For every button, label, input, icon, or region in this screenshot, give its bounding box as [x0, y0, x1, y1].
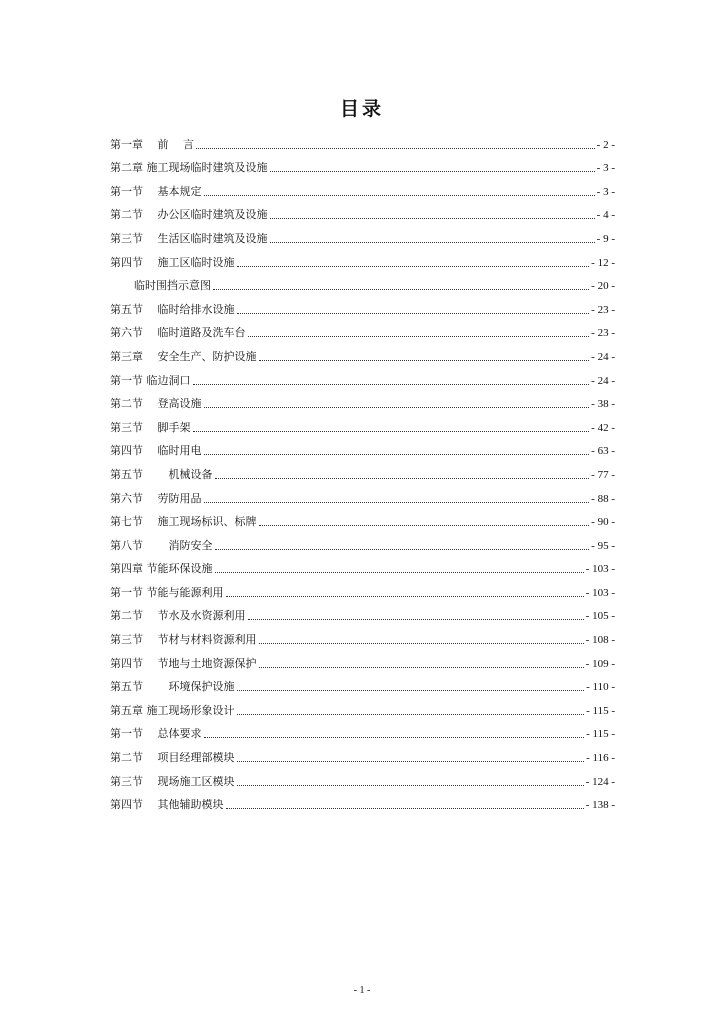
- dot-leader: [196, 148, 595, 149]
- toc-entry-page: - 95 -: [591, 539, 615, 552]
- toc-entry[interactable]: [110, 458, 615, 482]
- page-number: - 1 -: [353, 985, 371, 996]
- toc-entry-label: 第一节 总体要求: [110, 727, 202, 741]
- dot-leader: [248, 336, 590, 337]
- dot-leader: [237, 714, 585, 715]
- toc-entry[interactable]: [110, 175, 615, 199]
- toc-entry-page: - 3 -: [596, 185, 615, 198]
- toc-entry-page: - 24 -: [591, 374, 615, 387]
- toc-entry-label: 第五章 施工现场形象设计: [110, 703, 235, 717]
- toc-entry-page: - 20 -: [591, 280, 615, 293]
- dot-leader: [226, 596, 584, 597]
- dot-leader: [270, 171, 595, 172]
- toc-entry[interactable]: [110, 553, 615, 577]
- toc-entry[interactable]: [110, 529, 615, 553]
- toc-entry-label: 第二节 办公区临时建筑及设施: [110, 208, 268, 222]
- toc-entry[interactable]: [110, 576, 615, 600]
- toc-entry[interactable]: [110, 411, 615, 435]
- page-title: 目录: [339, 98, 384, 120]
- toc-entry-label: 第四章 节能环保设施: [110, 562, 213, 576]
- toc-entry-page: - 110 -: [586, 681, 615, 694]
- toc-entry-label: 第四节 节地与土地资源保护: [110, 656, 257, 670]
- dot-leader: [193, 384, 590, 385]
- toc-entry-page: - 108 -: [585, 634, 615, 647]
- toc-entry[interactable]: [110, 694, 615, 718]
- toc-entry-label: 第六节 劳防用品: [110, 491, 202, 505]
- toc-entry-label: 第一节 节能与能源利用: [110, 585, 224, 599]
- toc-entry-page: - 12 -: [591, 256, 615, 269]
- toc-entry-page: - 23 -: [591, 303, 615, 316]
- toc-entry[interactable]: [110, 671, 615, 695]
- toc-entry-page: - 115 -: [586, 704, 615, 717]
- toc-entry-label: 第五节 环境保护设施: [110, 680, 235, 694]
- dot-leader: [259, 360, 590, 361]
- table-of-contents: [110, 128, 615, 812]
- toc-entry-page: - 42 -: [591, 421, 615, 434]
- toc-entry-label: 第三节 现场施工区模块: [110, 774, 235, 788]
- toc-entry-page: - 103 -: [585, 586, 615, 599]
- toc-entry[interactable]: [110, 482, 615, 506]
- toc-entry-label: 第四节 临时用电: [110, 444, 202, 458]
- toc-entry-label: 第二节 节水及水资源利用: [110, 609, 246, 623]
- dot-leader: [237, 313, 590, 314]
- toc-entry[interactable]: [110, 765, 615, 789]
- dot-leader: [215, 572, 584, 573]
- toc-entry[interactable]: [110, 388, 615, 412]
- toc-entry[interactable]: [110, 647, 615, 671]
- toc-entry-label: 第二节 登高设施: [110, 397, 202, 411]
- dot-leader: [204, 737, 585, 738]
- toc-entry-label: 第四节 施工区临时设施: [110, 255, 235, 269]
- toc-entry-page: - 38 -: [591, 398, 615, 411]
- dot-leader: [237, 266, 590, 267]
- toc-entry-label: 第八节 消防安全: [110, 538, 213, 552]
- toc-entry-page: - 9 -: [596, 232, 615, 245]
- dot-leader: [204, 454, 590, 455]
- toc-entry[interactable]: [110, 741, 615, 765]
- dot-leader: [213, 289, 589, 290]
- toc-entry-page: - 103 -: [585, 563, 615, 576]
- dot-leader: [237, 785, 584, 786]
- toc-entry-label: 第三节 脚手架: [110, 420, 191, 434]
- dot-leader: [248, 619, 584, 620]
- toc-entry-label: 临时围挡示意图: [134, 279, 211, 293]
- toc-entry-label: 第五节 机械设备: [110, 467, 213, 481]
- toc-entry-label: 第二节 项目经理部模块: [110, 751, 235, 765]
- toc-entry-label: 第三节 生活区临时建筑及设施: [110, 231, 268, 245]
- toc-entry-label: 第一节 基本规定: [110, 184, 202, 198]
- toc-entry-page: - 88 -: [591, 492, 615, 505]
- toc-entry-page: - 90 -: [591, 516, 615, 529]
- toc-entry-page: - 23 -: [591, 327, 615, 340]
- toc-entry-page: - 4 -: [596, 209, 615, 222]
- toc-entry-page: - 77 -: [591, 468, 615, 481]
- toc-entry-label: 第五节 临时给排水设施: [110, 302, 235, 316]
- toc-entry-page: - 105 -: [585, 610, 615, 623]
- toc-entry-label: 第四节 其他辅助模块: [110, 798, 224, 812]
- toc-entry[interactable]: [110, 270, 615, 294]
- dot-leader: [270, 242, 595, 243]
- toc-entry[interactable]: [110, 199, 615, 223]
- dot-leader: [204, 407, 590, 408]
- dot-leader: [215, 478, 590, 479]
- toc-entry-label: 第三节 节材与材料资源利用: [110, 633, 257, 647]
- dot-leader: [215, 549, 590, 550]
- toc-entry[interactable]: [110, 152, 615, 176]
- toc-entry-page: - 109 -: [585, 657, 615, 670]
- dot-leader: [226, 808, 584, 809]
- toc-entry[interactable]: [110, 222, 615, 246]
- toc-entry-label: 第一节 临边洞口: [110, 373, 191, 387]
- toc-entry-label: 第七节 施工现场标识、标牌: [110, 515, 257, 529]
- dot-leader: [237, 761, 585, 762]
- toc-entry-page: - 63 -: [591, 445, 615, 458]
- dot-leader: [259, 525, 590, 526]
- toc-entry[interactable]: [110, 789, 615, 813]
- dot-leader: [259, 643, 584, 644]
- toc-entry[interactable]: [110, 293, 615, 317]
- toc-entry[interactable]: [110, 600, 615, 624]
- toc-entry-page: - 138 -: [585, 799, 615, 812]
- toc-entry-page: - 2 -: [596, 138, 615, 151]
- toc-entry[interactable]: [110, 506, 615, 530]
- toc-entry[interactable]: [110, 718, 615, 742]
- toc-entry[interactable]: [110, 317, 615, 341]
- toc-entry[interactable]: [110, 623, 615, 647]
- toc-entry-page: - 24 -: [591, 350, 615, 363]
- toc-entry[interactable]: [110, 435, 615, 459]
- dot-leader: [270, 218, 595, 219]
- toc-entry[interactable]: [110, 128, 615, 152]
- dot-leader: [204, 195, 595, 196]
- toc-entry-label: 第一章 前 言: [110, 137, 194, 151]
- toc-entry-page: - 3 -: [596, 162, 615, 175]
- toc-entry[interactable]: [110, 364, 615, 388]
- toc-entry-label: 第六节 临时道路及洗车台: [110, 326, 246, 340]
- toc-entry[interactable]: [110, 340, 615, 364]
- toc-entry-page: - 115 -: [586, 728, 615, 741]
- dot-leader: [193, 431, 590, 432]
- dot-leader: [259, 667, 584, 668]
- dot-leader: [204, 502, 590, 503]
- toc-entry-page: - 124 -: [585, 775, 615, 788]
- dot-leader: [237, 690, 585, 691]
- toc-entry-label: 第三章 安全生产、防护设施: [110, 349, 257, 363]
- toc-entry-page: - 116 -: [586, 752, 615, 765]
- toc-entry-label: 第二章 施工现场临时建筑及设施: [110, 161, 268, 175]
- toc-entry[interactable]: [110, 246, 615, 270]
